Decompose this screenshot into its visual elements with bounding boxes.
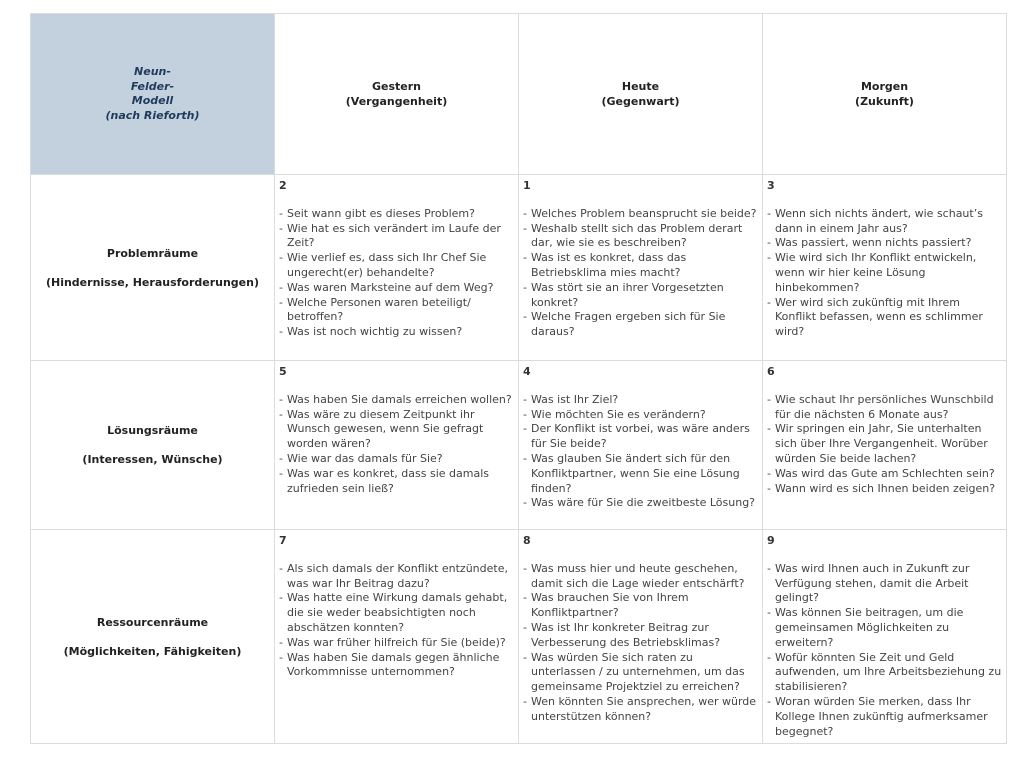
column-subtitle: (Zukunft) [855,95,914,108]
question-item: - Was ist noch wichtig zu wissen? [279,325,514,340]
column-title: Gestern [371,80,421,93]
question-item: - Was ist es konkret, dass das Betriebsklima mies macht? [523,251,758,281]
column-header-morgen [763,14,1007,175]
field-cell [275,175,519,361]
header-row [31,14,1007,175]
question-item: - Was glauben Sie ändert sich für den Konfliktpartner, wenn Sie eine Lösung finden? [523,452,758,496]
question-list [767,393,1002,497]
question-item: - Als sich damals der Konflikt entzündete, was war Ihr Beitrag dazu? [279,562,514,592]
nine-field-model-table [30,13,1007,744]
field-number: 6 [767,365,775,378]
question-item: - Weshalb stellt sich das Problem derart dar, wie sie es beschreiben? [523,222,758,252]
question-list [767,207,1002,340]
question-item: - Was stört sie an ihrer Vorgesetzten konkret? [523,281,758,311]
question-item: - Welche Personen waren beteiligt/ betroffen? [279,296,514,326]
model-title-cell [31,14,275,175]
question-item: - Wen könnten Sie ansprechen, wer würde unterstützen können? [523,695,758,725]
field-cell [763,361,1007,530]
field-number: 1 [523,179,531,192]
question-item: - Was wird das Gute am Schlechten sein? [767,467,1002,482]
question-list [279,393,514,497]
row-problemraeume [31,175,1007,361]
field-number: 9 [767,534,775,547]
model-title-line: (nach Rieforth) [105,108,200,122]
field-number: 5 [279,365,287,378]
question-item: - Was haben Sie damals erreichen wollen? [279,393,514,408]
question-item: - Was haben Sie damals gegen ähnliche Vorkommnisse unternommen? [279,651,514,681]
question-item: - Wie möchten Sie es verändern? [523,408,758,423]
question-list [767,562,1002,740]
question-item: - Wie verlief es, dass sich Ihr Chef Sie ungerecht(er) behandelte? [279,251,514,281]
model-title-line: Neun- [134,65,171,78]
column-header-gestern [275,14,519,175]
row-subtitle: (Möglichkeiten, Fähigkeiten) [63,644,242,658]
field-number: 8 [523,534,531,547]
question-item: - Welche Fragen ergeben sich für Sie daraus? [523,310,758,340]
question-item: - Was ist Ihr konkreter Beitrag zur Verbesserung des Betriebsklimas? [523,621,758,651]
row-subtitle: (Interessen, Wünsche) [82,453,223,466]
question-item: - Was wird Ihnen auch in Zukunft zur Verfügung stehen, damit die Arbeit gelingt? [767,562,1002,606]
model-title-line: Modell [131,94,174,107]
field-number: 3 [767,179,775,192]
row-title: Ressourcenräume [96,615,209,629]
question-item: - Wofür könnten Sie Zeit und Geld aufwenden, um Ihre Arbeitsbeziehung zu stabilisieren? [767,651,1002,695]
question-item: - Was können Sie beitragen, um die gemeinsamen Möglichkeiten zu erweitern? [767,606,1002,650]
column-subtitle: (Vergangenheit) [345,95,448,108]
row-loesungsraeume [31,361,1007,530]
question-item: - Der Konflikt ist vorbei, was wäre anders für Sie beide? [523,422,758,452]
question-item: - Was brauchen Sie von Ihrem Konfliktpartner? [523,591,758,621]
field-cell [763,530,1007,744]
column-title: Heute [621,80,660,93]
question-item: - Was waren Marksteine auf dem Weg? [279,281,514,296]
field-cell [763,175,1007,361]
row-ressourcenraeume [31,530,1007,744]
row-header-loesungsraeume [31,361,275,530]
question-item: - Welches Problem beansprucht sie beide? [523,207,758,222]
field-cell [275,361,519,530]
question-item: - Was war es konkret, dass sie damals zufrieden sein ließ? [279,467,514,497]
question-item: - Was muss hier und heute geschehen, damit sich die Lage wieder entschärft? [523,562,758,592]
column-title: Morgen [860,80,909,93]
field-cell [519,175,763,361]
question-item: - Was passiert, wenn nichts passiert? [767,236,1002,251]
question-item: - Woran würden Sie merken, dass Ihr Kollege Ihnen zukünftig aufmerksamer begegnet? [767,695,1002,739]
field-number: 2 [279,179,287,192]
field-cell [519,530,763,744]
question-item: - Wenn sich nichts ändert, wie schaut’s dann in einem Jahr aus? [767,207,1002,237]
row-header-ressourcenraeume [31,530,275,744]
question-item: - Wie war das damals für Sie? [279,452,514,467]
model-title-line: Felder- [130,79,175,93]
question-item: - Wann wird es sich Ihnen beiden zeigen? [767,482,1002,497]
question-item: - Was ist Ihr Ziel? [523,393,758,408]
row-subtitle: (Hindernisse, Herausforderungen) [45,275,260,289]
question-list [523,207,758,340]
question-list [523,562,758,725]
question-list [279,207,514,340]
question-item: - Wie wird sich Ihr Konflikt entwickeln, wenn wir hier keine Lösung hinbekommen? [767,251,1002,295]
question-item: - Seit wann gibt es dieses Problem? [279,207,514,222]
question-item: - Was hatte eine Wirkung damals gehabt, die sie weder beabsichtigten noch abschätzen konnten? [279,591,514,635]
column-header-heute [519,14,763,175]
field-number: 7 [279,534,287,547]
field-cell [275,530,519,744]
column-subtitle: (Gegenwart) [601,95,680,108]
question-list [279,562,514,680]
question-item: - Wie schaut Ihr persönliches Wunschbild für die nächsten 6 Monate aus? [767,393,1002,423]
question-item: - Was war früher hilfreich für Sie (beide)? [279,636,514,651]
row-header-problemraeume [31,175,275,361]
row-title: Lösungsräume [107,424,198,437]
row-title: Problemräume [106,246,199,260]
question-item: - Wir springen ein Jahr, Sie unterhalten sich über Ihre Vergangenheit. Worüber würden Sie beide lachen? [767,422,1002,466]
question-item: - Wer wird sich zukünftig mit Ihrem Konflikt befassen, wenn es schlimmer wird? [767,296,1002,340]
question-item: - Was wäre für Sie die zweitbeste Lösung? [523,496,758,511]
question-item: - Wie hat es sich verändert im Laufe der Zeit? [279,222,514,252]
field-cell [519,361,763,530]
question-item: - Was würden Sie sich raten zu unterlassen / zu unternehmen, um das gemeinsame Projektziel zu erreichen? [523,651,758,695]
question-item: - Was wäre zu diesem Zeitpunkt ihr Wunsch gewesen, wenn Sie gefragt worden wären? [279,408,514,452]
question-list [523,393,758,511]
field-number: 4 [523,365,531,378]
